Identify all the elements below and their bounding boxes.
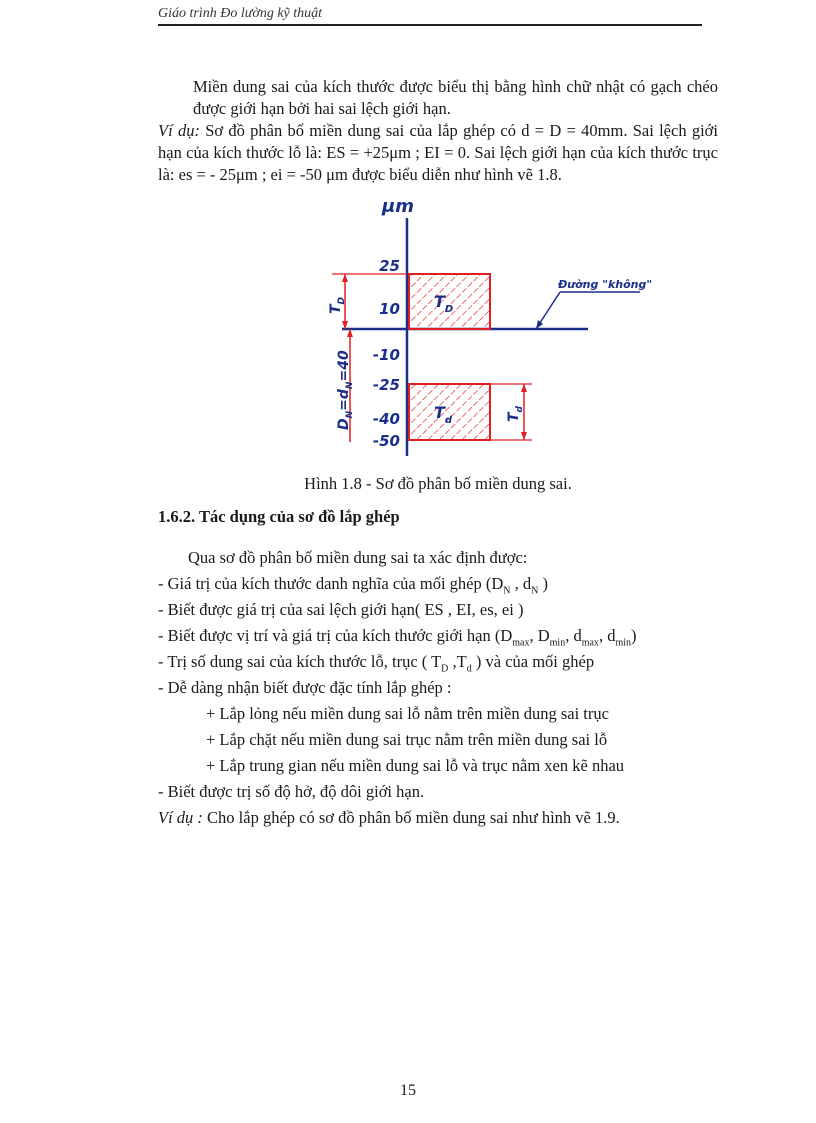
right-dimension-arrow-bottom [521,432,527,440]
list-subitem: + Lắp chặt nếu miền dung sai trục nằm trên miền dung sai lỗ [206,730,608,749]
right-dimension-label: $T_d$ [506,405,525,422]
zero-line-label: Đường "không" [558,278,653,291]
intro-line: Miền dung sai của kích thước được biểu thị bằng hình chữ nhật có gạch chéo được giới hạn bởi hai sai lệch giới hạn. [193,77,718,118]
hole-tolerance-zone [409,274,490,329]
header-title: Giáo trình Đo lường kỹ thuật [158,6,323,21]
tick-label: -10 [372,346,400,364]
right-dimension-arrow-top [521,384,527,392]
tick-label: -25 [372,376,400,394]
example-paragraph [158,120,718,186]
tick-label: 10 [379,300,400,318]
tick-label: 25 [379,257,400,275]
left-dimension-arrow-top [342,274,348,282]
page-number: 15 [400,1082,416,1099]
list-example [158,805,728,831]
list-example-label: Ví dụ : [158,808,203,827]
list-item: - Trị số dung sai của kích thước lỗ, trục ( $T_D$ $,T_d$ ) và của mối ghép [158,652,595,675]
content-list [158,545,728,831]
page-header [158,4,702,26]
tolerance-diagram [300,194,653,464]
list-example-text: Cho lắp ghép có sơ đồ phân bố miền dung sai như hình vẽ 1.9. [202,808,620,827]
list-subitem: + Lắp trung gian nếu miền dung sai lỗ và trục nằm xen kẽ nhau [206,756,625,775]
list-intro: Qua sơ đồ phân bố miền dung sai ta xác định được: [188,548,528,567]
tick-label: -50 [372,432,400,450]
tick-label: -40 [372,410,400,428]
list-subitem: + Lắp lỏng nếu miền dung sai lỗ nằm trên miền dung sai trục [206,704,609,723]
nominal-size-label: $D_N=d_N=40$ [336,350,355,430]
list-item: - Biết được trị số độ hở, độ dôi giới hạn. [158,782,425,801]
tolerance-diagram-svg [300,194,653,464]
list-item: - Giá trị của kích thước danh nghĩa của mối ghép ($D_N$ , $d_N$ ) [158,574,548,597]
hole-zone-label: $T_D$ [434,292,454,315]
figure-caption: Hình 1.8 - Sơ đồ phân bố miền dung sai. [304,474,572,493]
zero-line-callout-arrow [536,320,543,329]
list-item: - Biết được vị trí và giá trị của kích thước giới hạn ($D_{max}$, $D_{min}$, $d_{max}$, $d_{min}$) [158,626,637,649]
list-item: - Dễ dàng nhận biết được đặc tính lắp ghép : [158,678,452,697]
example-text: Sơ đồ phân bố miền dung sai của lắp ghép có d = D = 40mm. Sai lệch giới hạn của kích thước lỗ là: ES = +25μm ; EI = 0. Sai lệch giới hạn của kích thước trục là: es = - 25μm ; ei = -50 μm được biểu diễn như hình vẽ 1.8. [158,121,718,184]
example-label: Ví dụ: [158,121,200,140]
left-dimension-label: $T_D$ [328,296,347,314]
shaft-tolerance-zone [409,384,490,440]
unit-label: μm [382,196,415,217]
list-item: - Biết được giá trị của sai lệch giới hạn( ES , EI, es, ei ) [158,600,524,619]
section-title: 1.6.2. Tác dụng của sơ đồ lắp ghép [158,507,400,526]
shaft-zone-label: $T_d$ [434,403,453,426]
intro-paragraphs [158,76,718,186]
